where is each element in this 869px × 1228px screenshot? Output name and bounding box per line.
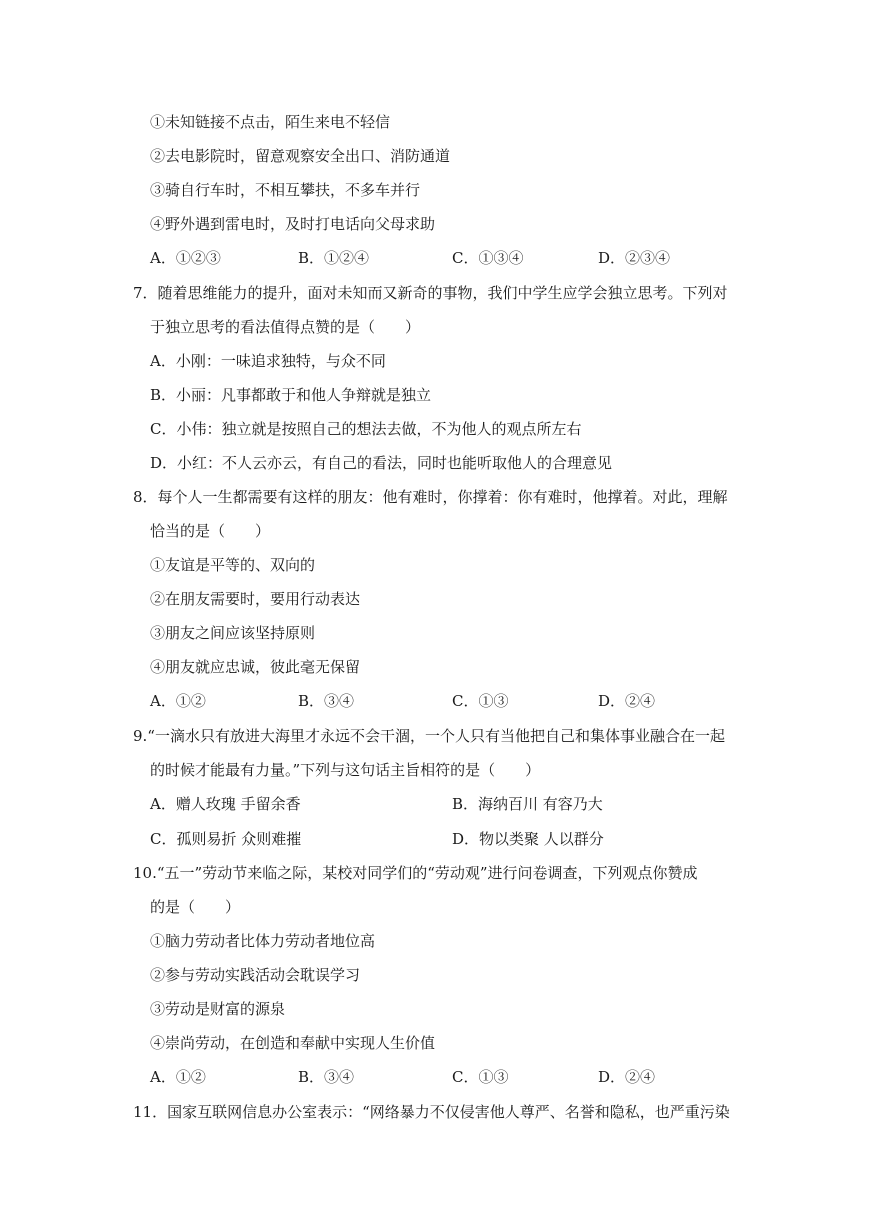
q6-option-b: B．①②④: [298, 249, 370, 267]
q7-stem-line-2: 于独立思考的看法值得点赞的是（ ）: [150, 318, 421, 336]
q8-item-1: ①友谊是平等的、双向的: [150, 556, 316, 574]
q10-item-2: ②参与劳动实践活动会耽误学习: [150, 966, 361, 984]
q7-option-c: C．小伟：独立就是按照自己的想法去做，不为他人的观点所左右: [150, 420, 582, 438]
q9-option-c: C．孤则易折 众则难摧: [150, 830, 302, 848]
q10-stem-line-1: 10.“五一”劳动节来临之际，某校对同学们的“劳动观”进行问卷调查，下列观点你赞成: [133, 864, 698, 882]
q9-option-d: D．物以类聚 人以群分: [452, 830, 604, 848]
q6-option-a: A．①②③: [150, 249, 221, 267]
q10-item-4: ④崇尚劳动，在创造和奉献中实现人生价值: [150, 1034, 436, 1052]
q10-stem-line-2: 的是（ ）: [150, 898, 241, 916]
q8-item-4: ④朋友就应忠诚，彼此毫无保留: [150, 658, 361, 676]
q9-stem-line-2: 的时候才能最有力量。”下列与这句话主旨相符的是（ ）: [150, 761, 541, 779]
q6-option-d: D．②③④: [598, 249, 671, 267]
q11-stem-line-1: 11．国家互联网信息办公室表示：“网络暴力不仅侵害他人尊严、名誉和隐私，也严重污染: [133, 1103, 730, 1121]
q6-item-3: ③骑自行车时，不相互攀扶，不多车并行: [150, 181, 421, 199]
q10-option-c: C．①③: [452, 1068, 509, 1086]
q6-item-4: ④野外遇到雷电时，及时打电话向父母求助: [150, 215, 436, 233]
q7-stem-line-1: 7．随着思维能力的提升，面对未知而又新奇的事物，我们中学生应学会独立思考。下列对: [133, 284, 728, 302]
q6-item-1: ①未知链接不点击，陌生来电不轻信: [150, 113, 391, 131]
q8-item-3: ③朋友之间应该坚持原则: [150, 624, 316, 642]
q9-option-b: B．海纳百川 有容乃大: [452, 795, 603, 813]
q9-stem-line-1: 9.“一滴水只有放进大海里才永远不会干涸，一个人只有当他把自己和集体事业融合在一起: [133, 727, 725, 745]
q8-option-a: A．①②: [150, 692, 206, 710]
q7-option-b: B．小丽：凡事都敢于和他人争辩就是独立: [150, 386, 432, 404]
q8-item-2: ②在朋友需要时，要用行动表达: [150, 590, 361, 608]
q8-option-c: C．①③: [452, 692, 509, 710]
q10-option-a: A．①②: [150, 1068, 206, 1086]
q6-option-c: C．①③④: [452, 249, 524, 267]
q10-item-3: ③劳动是财富的源泉: [150, 1000, 286, 1018]
q8-option-b: B．③④: [298, 692, 355, 710]
q9-option-a: A．赠人玫瑰 手留余香: [150, 795, 301, 813]
q7-option-a: A．小刚：一味追求独特，与众不同: [150, 352, 386, 370]
q6-item-2: ②去电影院时，留意观察安全出口、消防通道: [150, 147, 451, 165]
q10-option-b: B．③④: [298, 1068, 355, 1086]
q8-stem-line-2: 恰当的是（ ）: [150, 522, 271, 540]
q7-option-d: D．小红：不人云亦云，有自己的看法，同时也能听取他人的合理意见: [150, 454, 613, 472]
q10-item-1: ①脑力劳动者比体力劳动者地位高: [150, 932, 376, 950]
q10-option-d: D．②④: [598, 1068, 656, 1086]
q8-stem-line-1: 8．每个人一生都需要有这样的朋友：他有难时，你撑着：你有难时，他撑着。对此，理解: [133, 488, 728, 506]
q8-option-d: D．②④: [598, 692, 656, 710]
